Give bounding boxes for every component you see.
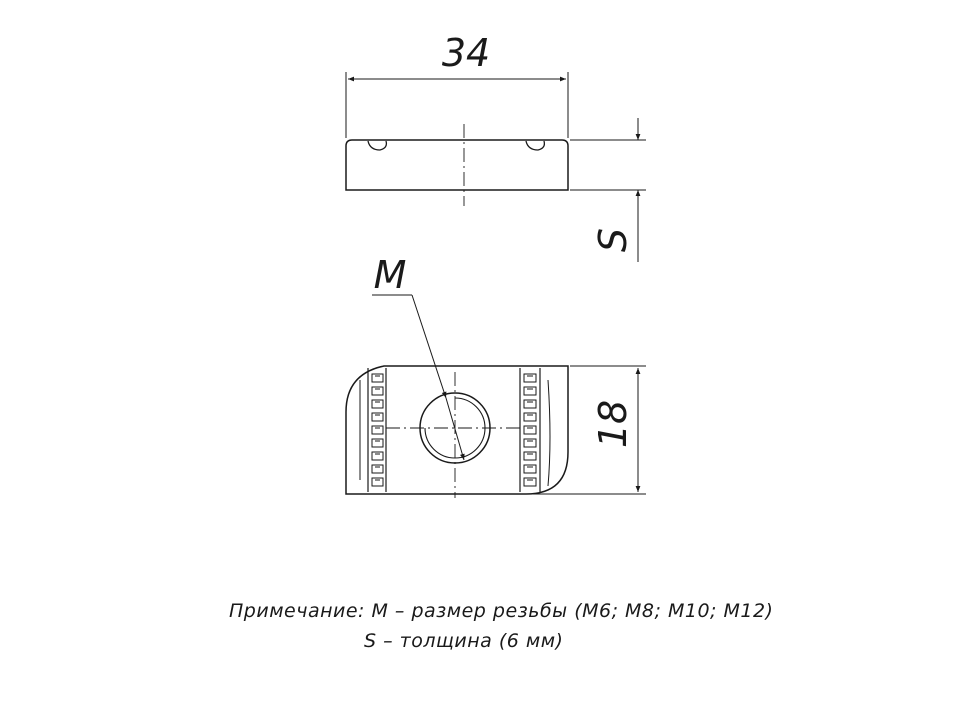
serration-tooth: [372, 439, 383, 447]
serration-tooth: [372, 465, 383, 473]
width-dimension: [346, 72, 568, 138]
height-label: 18: [591, 399, 635, 449]
serration-tooth: [524, 374, 536, 382]
serration-tooth: [524, 426, 536, 434]
side-view-outline: [346, 140, 568, 190]
threaded-hole: [386, 372, 522, 498]
serration-tooth: [372, 478, 383, 486]
serration-tooth: [372, 426, 383, 434]
plan-view-outline: [346, 366, 568, 494]
serration-tooth: [524, 413, 536, 421]
plan-view: [346, 366, 568, 494]
serration-tooth: [372, 387, 383, 395]
serration-tooth: [524, 439, 536, 447]
serration-tooth: [372, 413, 383, 421]
serration-tooth: [372, 400, 383, 408]
side-view: [346, 124, 568, 206]
serration-tooth: [372, 452, 383, 460]
note-line-2: S – толщина (6 мм): [364, 630, 564, 652]
note-line-1: Примечание: М – размер резьбы (М6; М8; М10; М12): [229, 600, 774, 622]
serration-tooth: [524, 400, 536, 408]
width-label: 34: [441, 31, 491, 75]
right-serration-teeth: [524, 374, 536, 486]
left-serration-teeth: [372, 374, 383, 486]
serration-tooth: [524, 387, 536, 395]
serration-tooth: [372, 374, 383, 382]
thread-leader-line: [412, 295, 446, 398]
thread-label: M: [373, 253, 407, 297]
serration-tooth: [524, 465, 536, 473]
side-view-left-notch: [368, 141, 386, 150]
right-edge-curve-line: [548, 380, 550, 486]
serration-tooth: [524, 452, 536, 460]
side-view-right-notch: [526, 141, 544, 150]
thickness-label: S: [591, 227, 635, 253]
serration-tooth: [524, 478, 536, 486]
